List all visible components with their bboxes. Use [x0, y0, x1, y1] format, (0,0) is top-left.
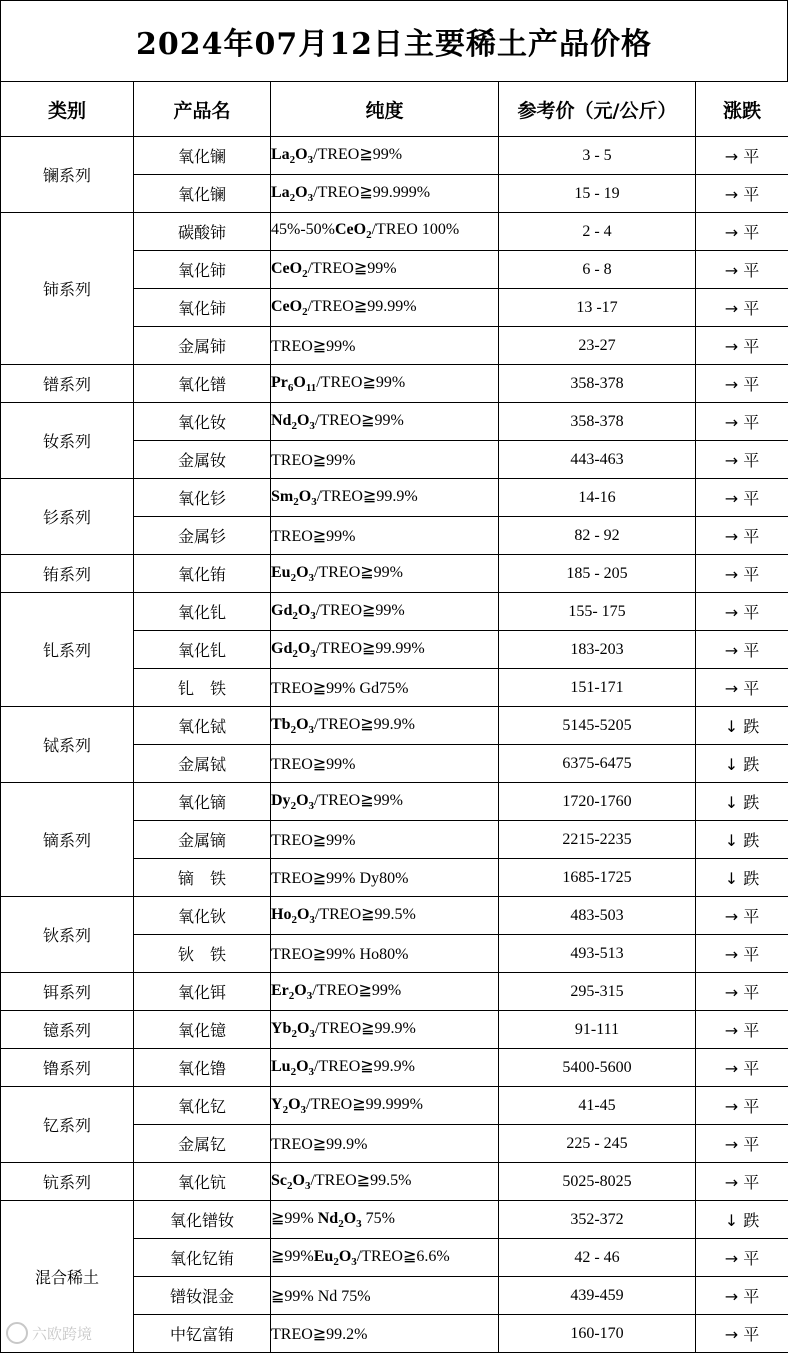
header-purity: 纯度	[271, 82, 499, 137]
purity-segment: TREO≧99%	[271, 451, 356, 469]
purity-segment: 3	[311, 496, 317, 509]
header-category: 类别	[1, 82, 134, 137]
purity-segment: Eu	[271, 564, 291, 582]
category-cell: 铽系列	[1, 707, 134, 783]
purity-segment: 2	[292, 648, 298, 661]
purity-segment: Lu	[271, 1058, 291, 1076]
product-name-cell: 氧化钐	[134, 479, 271, 517]
category-cell: 镧系列	[1, 137, 134, 213]
trend-cell: ↓ 跌	[696, 783, 788, 821]
purity-cell	[271, 327, 499, 365]
category-cell: 钐系列	[1, 479, 134, 555]
table-row	[1, 555, 788, 593]
purity-segment: /TREO≧99.9%	[314, 1058, 415, 1076]
product-name-cell: 钬 铁	[134, 935, 271, 973]
category-cell: 铒系列	[1, 973, 134, 1011]
purity-segment: /TREO≧99%	[314, 412, 404, 430]
purity-cell	[271, 1277, 499, 1315]
category-cell: 镱系列	[1, 1011, 134, 1049]
header-price: 参考价（元/公斤）	[499, 82, 696, 137]
price-table	[0, 81, 788, 1353]
purity-segment: 45%-50%	[271, 221, 335, 239]
watermark-logo-icon	[6, 1322, 28, 1344]
price-cell: 3 - 5	[499, 137, 696, 175]
table-row	[1, 973, 788, 1011]
product-name-cell: 氧化镱	[134, 1011, 271, 1049]
trend-cell: ↓ 跌	[696, 859, 788, 897]
trend-cell: → 平	[696, 175, 788, 213]
table-row	[1, 783, 788, 821]
purity-segment: 3	[306, 990, 313, 1003]
price-cell: 6375-6475	[499, 745, 696, 783]
purity-cell	[271, 213, 499, 251]
purity-cell	[271, 1201, 499, 1239]
purity-segment: O	[296, 1058, 309, 1076]
purity-segment: 2	[302, 268, 308, 281]
purity-segment: /TREO≧6.6%	[356, 1248, 450, 1266]
trend-cell: → 平	[696, 327, 788, 365]
table-row	[1, 1049, 788, 1087]
purity-segment: O	[294, 982, 307, 1000]
purity-segment: TREO≧99%	[271, 337, 356, 355]
product-name-cell: 金属铽	[134, 745, 271, 783]
product-name-cell: 氧化钕	[134, 403, 271, 441]
price-cell: 358-378	[499, 403, 696, 441]
purity-segment: Sc	[271, 1172, 287, 1190]
purity-segment: /TREO≧99%	[307, 260, 397, 278]
purity-cell	[271, 441, 499, 479]
page-title: 2024年07月12日主要稀土产品价格	[0, 0, 788, 81]
price-cell: 42 - 46	[499, 1239, 696, 1277]
purity-segment: 3	[308, 800, 315, 813]
trend-cell: → 平	[696, 593, 788, 631]
category-cell: 钕系列	[1, 403, 134, 479]
price-cell: 225 - 245	[499, 1125, 696, 1163]
price-cell: 443-463	[499, 441, 696, 479]
trend-cell: → 平	[696, 1049, 788, 1087]
purity-segment: 2	[302, 306, 308, 319]
product-name-cell: 氧化镧	[134, 137, 271, 175]
purity-segment: 3	[307, 192, 314, 205]
purity-segment: 2	[291, 420, 297, 433]
trend-cell: → 平	[696, 213, 788, 251]
trend-cell: → 平	[696, 897, 788, 935]
product-name-cell: 镨钕混金	[134, 1277, 271, 1315]
purity-cell	[271, 669, 499, 707]
category-cell: 镥系列	[1, 1049, 134, 1087]
category-cell: 混合稀土	[1, 1201, 134, 1353]
purity-segment: O	[297, 640, 311, 658]
price-cell: 5025-8025	[499, 1163, 696, 1201]
table-row	[1, 593, 788, 631]
purity-segment: Er	[271, 982, 289, 1000]
purity-segment: O	[296, 792, 309, 810]
trend-cell: → 平	[696, 1087, 788, 1125]
purity-segment: 2	[287, 1180, 293, 1193]
price-cell: 14-16	[499, 479, 696, 517]
trend-cell: → 平	[696, 403, 788, 441]
category-cell: 钇系列	[1, 1087, 134, 1163]
purity-segment: 3	[351, 1256, 357, 1269]
price-cell: 23-27	[499, 327, 696, 365]
purity-segment: Pr	[271, 374, 288, 392]
table-row	[1, 365, 788, 403]
table-body	[1, 137, 788, 1353]
table-row	[1, 137, 788, 175]
price-cell: 2215-2235	[499, 821, 696, 859]
price-cell: 1685-1725	[499, 859, 696, 897]
table-row	[1, 213, 788, 251]
purity-segment: /TREO≧99.5%	[314, 906, 416, 924]
purity-segment: 3	[310, 648, 316, 661]
purity-cell	[271, 479, 499, 517]
purity-segment: 3	[356, 1218, 362, 1231]
purity-cell	[271, 935, 499, 973]
trend-cell: → 平	[696, 1239, 788, 1277]
purity-segment: 3	[308, 724, 315, 737]
purity-segment: 3	[308, 572, 315, 585]
purity-segment: Sm	[271, 488, 294, 506]
purity-segment: 2	[290, 724, 297, 737]
trend-cell: → 平	[696, 973, 788, 1011]
purity-segment: 2	[366, 229, 372, 242]
header-product: 产品名	[134, 82, 271, 137]
price-cell: 6 - 8	[499, 251, 696, 289]
purity-cell	[271, 365, 499, 403]
purity-segment: O	[338, 1248, 352, 1266]
purity-segment: /TREO≧99%	[315, 602, 405, 620]
purity-segment: La	[271, 184, 290, 202]
purity-segment: /TREO≧99.99%	[315, 640, 425, 658]
purity-segment: /TREO≧99%	[313, 146, 403, 164]
purity-segment: O	[296, 716, 309, 734]
trend-cell: ↓ 跌	[696, 1201, 788, 1239]
purity-segment: O	[343, 1210, 357, 1228]
purity-cell	[271, 555, 499, 593]
product-name-cell: 氧化铕	[134, 555, 271, 593]
purity-segment: Y	[271, 1096, 283, 1114]
trend-cell: ↓ 跌	[696, 745, 788, 783]
purity-segment: Nd	[271, 412, 292, 430]
category-cell: 钬系列	[1, 897, 134, 973]
purity-cell	[271, 1049, 499, 1087]
trend-cell: → 平	[696, 251, 788, 289]
purity-segment: Gd	[271, 640, 293, 658]
category-cell: 铈系列	[1, 213, 134, 365]
purity-segment: 3	[307, 154, 314, 167]
purity-cell	[271, 973, 499, 1011]
purity-segment: TREO≧99%	[271, 831, 356, 849]
purity-segment: /TREO≧99.9%	[314, 1020, 416, 1038]
product-name-cell: 氧化钪	[134, 1163, 271, 1201]
purity-segment: Dy	[271, 792, 291, 810]
product-name-cell: 氧化镥	[134, 1049, 271, 1087]
price-cell: 1720-1760	[499, 783, 696, 821]
purity-segment: O	[298, 488, 312, 506]
purity-segment: 3	[310, 610, 316, 623]
purity-cell	[271, 1087, 499, 1125]
product-name-cell: 金属铈	[134, 327, 271, 365]
table-row	[1, 707, 788, 745]
purity-segment: 3	[309, 420, 315, 433]
trend-cell: → 平	[696, 1163, 788, 1201]
purity-segment: O	[288, 1096, 301, 1114]
price-cell: 5400-5600	[499, 1049, 696, 1087]
purity-cell	[271, 1239, 499, 1277]
purity-cell	[271, 745, 499, 783]
product-name-cell: 氧化钬	[134, 897, 271, 935]
trend-cell: → 平	[696, 365, 788, 403]
purity-segment: 75%	[361, 1210, 395, 1228]
purity-segment: Eu	[313, 1248, 334, 1266]
purity-segment: 2	[290, 572, 297, 585]
purity-segment: O	[293, 374, 306, 392]
purity-cell	[271, 821, 499, 859]
purity-segment: /TREO≧99.99%	[307, 298, 417, 316]
trend-cell: → 平	[696, 1277, 788, 1315]
purity-segment: TREO≧99%	[271, 755, 356, 773]
purity-segment: /TREO≧99%	[316, 374, 406, 392]
purity-segment: 2	[291, 1028, 297, 1041]
purity-cell	[271, 175, 499, 213]
watermark	[6, 1322, 92, 1344]
purity-segment: 2	[291, 914, 297, 927]
trend-cell: → 平	[696, 479, 788, 517]
price-cell: 15 - 19	[499, 175, 696, 213]
purity-cell	[271, 517, 499, 555]
purity-segment: O	[296, 1020, 310, 1038]
purity-cell	[271, 631, 499, 669]
purity-segment: 3	[309, 914, 315, 927]
product-name-cell: 中钇富铕	[134, 1315, 271, 1353]
purity-segment: Yb	[271, 1020, 292, 1038]
price-cell: 493-513	[499, 935, 696, 973]
purity-segment: 2	[289, 192, 296, 205]
product-name-cell: 碳酸铈	[134, 213, 271, 251]
purity-segment: Nd	[317, 1210, 339, 1228]
purity-segment: O	[296, 906, 310, 924]
purity-cell	[271, 859, 499, 897]
table-row	[1, 479, 788, 517]
purity-segment: 2	[290, 800, 297, 813]
header-trend: 涨跌	[696, 82, 788, 137]
price-cell: 295-315	[499, 973, 696, 1011]
trend-cell: → 平	[696, 289, 788, 327]
trend-cell: ↓ 跌	[696, 707, 788, 745]
purity-segment: O	[296, 564, 309, 582]
product-name-cell: 氧化镨钕	[134, 1201, 271, 1239]
purity-segment: TREO≧99% Dy80%	[271, 869, 409, 887]
purity-segment: O	[292, 1172, 305, 1190]
trend-cell: → 平	[696, 669, 788, 707]
purity-segment: /TREO≧99.9%	[316, 488, 418, 506]
trend-cell: ↓ 跌	[696, 821, 788, 859]
trend-cell: → 平	[696, 441, 788, 479]
product-name-cell: 氧化钆	[134, 631, 271, 669]
purity-cell	[271, 251, 499, 289]
purity-segment: 2	[293, 496, 299, 509]
purity-segment: 2	[288, 990, 295, 1003]
purity-segment: 3	[308, 1066, 315, 1079]
purity-segment: 3	[304, 1180, 311, 1193]
purity-segment: 2	[289, 154, 296, 167]
purity-segment: /TREO≧99.5%	[310, 1172, 412, 1190]
price-cell: 151-171	[499, 669, 696, 707]
purity-cell	[271, 1315, 499, 1353]
price-cell: 185 - 205	[499, 555, 696, 593]
price-cell: 2 - 4	[499, 213, 696, 251]
purity-cell	[271, 1125, 499, 1163]
purity-cell	[271, 289, 499, 327]
purity-segment: TREO≧99% Ho80%	[271, 945, 409, 963]
purity-segment: 2	[282, 1104, 289, 1117]
purity-segment: /TREO≧99.999%	[306, 1096, 423, 1114]
purity-segment: CeO	[334, 221, 367, 239]
purity-segment: O	[297, 602, 311, 620]
trend-cell: → 平	[696, 555, 788, 593]
price-cell: 439-459	[499, 1277, 696, 1315]
price-cell: 483-503	[499, 897, 696, 935]
product-name-cell: 钆 铁	[134, 669, 271, 707]
purity-cell	[271, 1163, 499, 1201]
purity-segment: /TREO≧99%	[312, 982, 402, 1000]
purity-segment: O	[295, 146, 308, 164]
purity-segment: ≧99%	[271, 1248, 314, 1266]
trend-cell: → 平	[696, 137, 788, 175]
purity-segment: CeO	[271, 260, 303, 278]
product-name-cell: 金属钕	[134, 441, 271, 479]
purity-segment: /TREO≧99%	[314, 792, 403, 810]
purity-segment: La	[271, 146, 290, 164]
price-cell: 91-111	[499, 1011, 696, 1049]
product-name-cell: 镝 铁	[134, 859, 271, 897]
purity-cell	[271, 137, 499, 175]
trend-cell: → 平	[696, 935, 788, 973]
table-row	[1, 403, 788, 441]
table-header-row	[1, 82, 788, 137]
purity-segment: ≧99%	[271, 1210, 318, 1228]
purity-segment: /TREO≧99%	[314, 564, 403, 582]
purity-segment: 2	[338, 1218, 344, 1231]
purity-segment: O	[295, 184, 308, 202]
category-cell: 钆系列	[1, 593, 134, 707]
price-cell: 41-45	[499, 1087, 696, 1125]
category-cell: 钪系列	[1, 1163, 134, 1201]
product-name-cell: 氧化铈	[134, 251, 271, 289]
purity-segment: 11	[305, 382, 317, 395]
price-cell: 82 - 92	[499, 517, 696, 555]
price-cell: 5145-5205	[499, 707, 696, 745]
trend-cell: → 平	[696, 1315, 788, 1353]
price-cell: 352-372	[499, 1201, 696, 1239]
purity-cell	[271, 783, 499, 821]
product-name-cell: 氧化铽	[134, 707, 271, 745]
watermark-text: 六欧跨境	[32, 1324, 93, 1343]
purity-segment: /TREO≧99.999%	[313, 184, 431, 202]
price-cell: 183-203	[499, 631, 696, 669]
price-cell: 13 -17	[499, 289, 696, 327]
table-row	[1, 1201, 788, 1239]
purity-segment: /TREO≧99.9%	[314, 716, 415, 734]
product-name-cell: 氧化镧	[134, 175, 271, 213]
table-row	[1, 1087, 788, 1125]
purity-cell	[271, 707, 499, 745]
product-name-cell: 氧化铈	[134, 289, 271, 327]
product-name-cell: 氧化钇	[134, 1087, 271, 1125]
purity-cell	[271, 1011, 499, 1049]
product-name-cell: 氧化铒	[134, 973, 271, 1011]
purity-segment: 2	[292, 610, 298, 623]
price-cell: 358-378	[499, 365, 696, 403]
purity-segment: ≧99% Nd 75%	[271, 1287, 371, 1305]
trend-cell: → 平	[696, 631, 788, 669]
price-cell: 155- 175	[499, 593, 696, 631]
purity-segment: 6	[287, 382, 294, 395]
product-name-cell: 氧化镨	[134, 365, 271, 403]
purity-segment: 3	[309, 1028, 315, 1041]
category-cell: 铕系列	[1, 555, 134, 593]
purity-cell	[271, 897, 499, 935]
purity-segment: TREO≧99.9%	[271, 1135, 368, 1153]
purity-segment: CeO	[271, 298, 303, 316]
purity-segment: TREO≧99.2%	[271, 1325, 368, 1343]
product-name-cell: 金属钇	[134, 1125, 271, 1163]
trend-cell: → 平	[696, 1011, 788, 1049]
table-row	[1, 897, 788, 935]
purity-segment: 3	[300, 1104, 307, 1117]
purity-segment: 2	[290, 1066, 297, 1079]
purity-cell	[271, 403, 499, 441]
trend-cell: → 平	[696, 1125, 788, 1163]
category-cell: 镨系列	[1, 365, 134, 403]
product-name-cell: 金属钐	[134, 517, 271, 555]
product-name-cell: 金属镝	[134, 821, 271, 859]
price-cell: 160-170	[499, 1315, 696, 1353]
table-row	[1, 1163, 788, 1201]
purity-segment: Tb	[271, 716, 291, 734]
table-row	[1, 1011, 788, 1049]
category-cell: 镝系列	[1, 783, 134, 897]
purity-cell	[271, 593, 499, 631]
purity-segment: TREO≧99%	[271, 527, 356, 545]
purity-segment: TREO≧99% Gd75%	[271, 679, 409, 697]
purity-segment: /TREO 100%	[371, 221, 460, 239]
product-name-cell: 氧化钆	[134, 593, 271, 631]
trend-cell: → 平	[696, 517, 788, 555]
purity-segment: O	[296, 412, 310, 430]
product-name-cell: 氧化镝	[134, 783, 271, 821]
purity-segment: Ho	[271, 906, 292, 924]
purity-segment: Gd	[271, 602, 293, 620]
purity-segment: 2	[333, 1256, 339, 1269]
product-name-cell: 氧化钇铕	[134, 1239, 271, 1277]
